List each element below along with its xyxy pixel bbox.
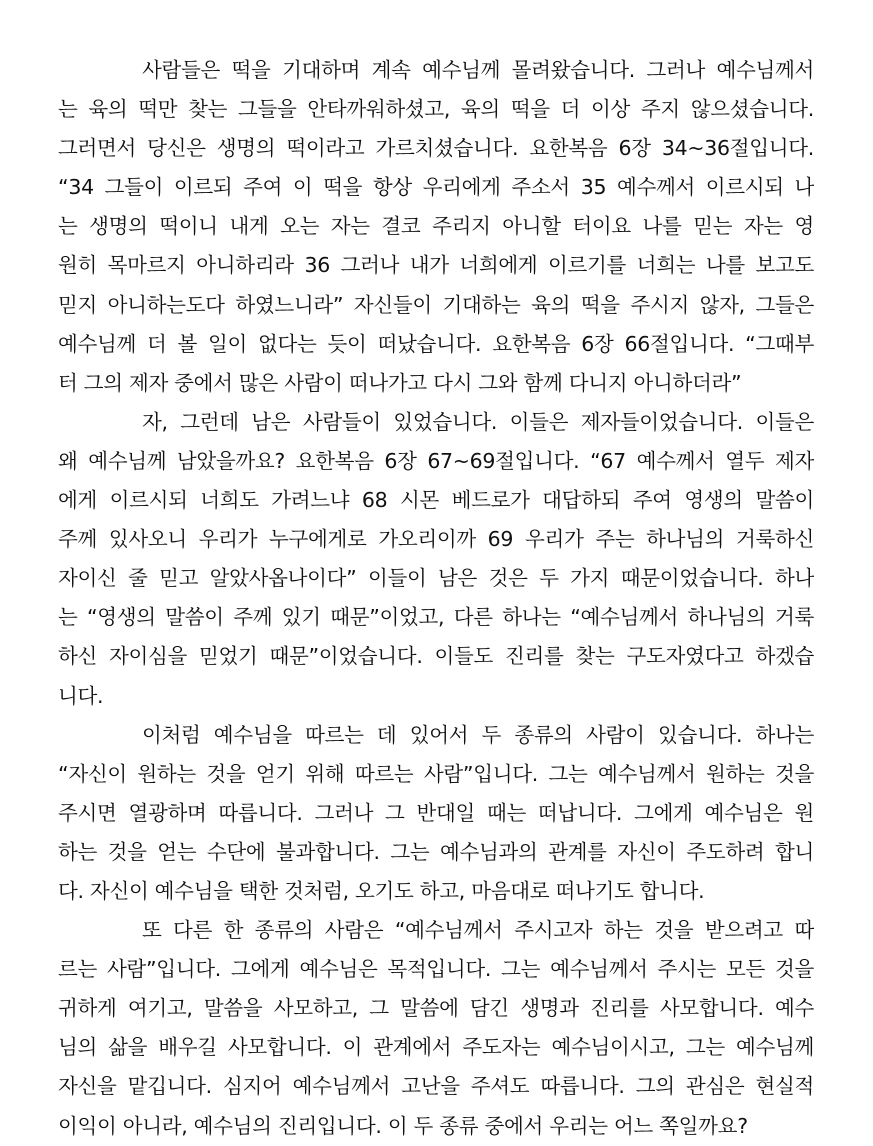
- text-line: 에게 이르시되 너희도 가려느냐 68 시몬 베드로가 대답하되 주여 영생의 말씀이: [58, 488, 814, 513]
- text-line: “34 그들이 이르되 주여 이 떡을 항상 우리에게 주소서 35 예수께서 이르시되 나: [58, 175, 814, 200]
- text-line: 는 “영생의 말씀이 주께 있기 때문”이었고, 다른 하나는 “예수님께서 하나님의 거룩: [58, 605, 814, 630]
- text-line: 하는 것을 얻는 수단에 불과합니다. 그는 예수님과의 관계를 자신이 주도하려 합니: [58, 839, 814, 864]
- text-line: 는 생명의 떡이니 내게 오는 자는 결코 주리지 아니할 터이요 나를 믿는 자는 영: [58, 214, 814, 239]
- text-line: 주시면 열광하며 따릅니다. 그러나 그 반대일 때는 떠납니다. 그에게 예수님은 원: [58, 800, 814, 825]
- text-line: 귀하게 여기고, 말씀을 사모하고, 그 말씀에 담긴 생명과 진리를 사모합니다. 예수: [58, 996, 814, 1021]
- text-line: 터 그의 제자 중에서 많은 사람이 떠나가고 다시 그와 함께 다니지 아니하더라”: [58, 370, 742, 395]
- text-line: 자, 그런데 남은 사람들이 있었습니다. 이들은 제자들이었습니다. 이들은: [142, 409, 814, 434]
- text-line: 이익이 아니라, 예수님의 진리입니다. 이 두 종류 중에서 우리는 어느 쪽일까요?: [58, 1113, 748, 1138]
- text-line: 님의 삶을 배우길 사모합니다. 이 관계에서 주도자는 예수님이시고, 그는 예수님께: [58, 1035, 814, 1060]
- text-line: 다. 자신이 예수님을 택한 것처럼, 오기도 하고, 마음대로 떠나기도 합니다.: [58, 878, 705, 903]
- document-body: [58, 51, 814, 1146]
- text-line: 주께 있사오니 우리가 누구에게로 가오리이까 69 우리가 주는 하나님의 거룩하신: [58, 527, 814, 552]
- text-line: 그러면서 당신은 생명의 떡이라고 가르치셨습니다. 요한복음 6장 34~36절입니다.: [58, 136, 814, 161]
- text-line: 이처럼 예수님을 따르는 데 있어서 두 종류의 사람이 있습니다. 하나는: [142, 722, 814, 747]
- text-line: 믿지 아니하는도다 하였느니라” 자신들이 기대하는 육의 떡을 주시지 않자, 그들은: [58, 292, 814, 317]
- text-line: 자신을 맡깁니다. 심지어 예수님께서 고난을 주셔도 따릅니다. 그의 관심은 현실적: [58, 1074, 814, 1099]
- text-line: 원히 목마르지 아니하리라 36 그러나 내가 너희에게 이르기를 너희는 나를 보고도: [58, 253, 814, 278]
- text-line: “자신이 원하는 것을 얻기 위해 따르는 사람”입니다. 그는 예수님께서 원하는 것을: [58, 761, 814, 786]
- text-line: 르는 사람”입니다. 그에게 예수님은 목적입니다. 그는 예수님께서 주시는 모든 것을: [58, 957, 814, 982]
- text-line: 자이신 줄 믿고 알았사옵나이다” 이들이 남은 것은 두 가지 때문이었습니다. 하나: [58, 566, 814, 591]
- text-line: 사람들은 떡을 기대하며 계속 예수님께 몰려왔습니다. 그러나 예수님께서: [142, 58, 814, 82]
- text-line: 왜 예수님께 남았을까요? 요한복음 6장 67~69절입니다. “67 예수께서 열두 제자: [58, 448, 814, 473]
- text-line: 하신 자이심을 믿었기 때문”이었습니다. 이들도 진리를 찾는 구도자였다고 하겠습: [58, 644, 814, 669]
- text-line: 니다.: [58, 683, 104, 708]
- text-line: 또 다른 한 종류의 사람은 “예수님께서 주시고자 하는 것을 받으려고 따: [142, 918, 814, 943]
- text-line: 예수님께 더 볼 일이 없다는 듯이 떠났습니다. 요한복음 6장 66절입니다. “그때부: [58, 331, 814, 356]
- text-line: 는 육의 떡만 찾는 그들을 안타까워하셨고, 육의 떡을 더 이상 주지 않으셨습니다.: [58, 97, 814, 122]
